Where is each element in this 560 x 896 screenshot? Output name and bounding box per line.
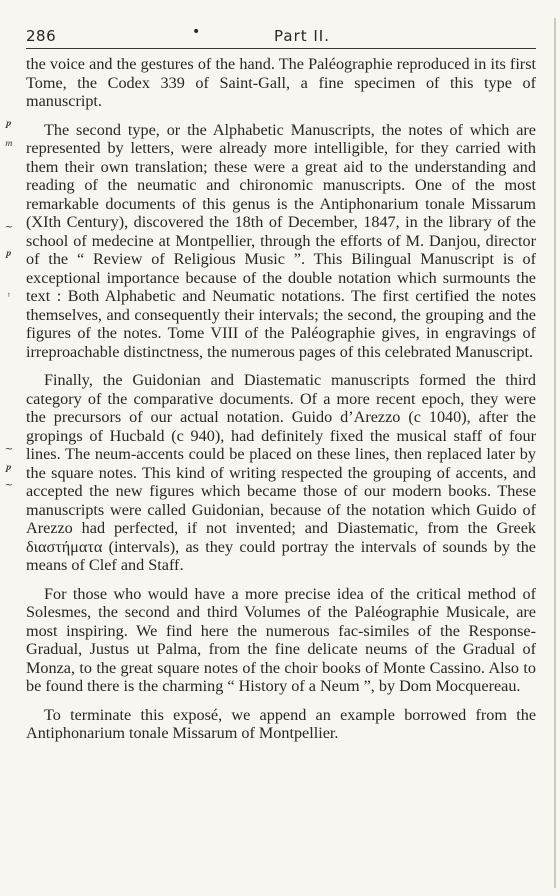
page-body: [26, 55, 536, 743]
paragraph: To terminate this exposé, we append an example borrowed from the Antiphonarium tonale Missarum of Montpellier.: [26, 705, 536, 742]
page-number: 286: [26, 27, 57, 45]
part-title: Part II.: [274, 27, 330, 45]
margin-mark: 𝆏: [6, 118, 12, 129]
page-edge: [554, 18, 556, 888]
margin-mark: 𝆐: [5, 138, 13, 149]
header-bullet: •: [192, 24, 201, 40]
margin-mark: ~: [4, 480, 14, 491]
margin-mark: ~: [4, 222, 14, 233]
margin-mark: ~: [4, 444, 14, 455]
paragraph: The second type, or the Alphabetic Manuscripts, the notes of which are represented by letters, were already more intelligible, for they carried with them their own translation; these were a great aid to the understanding and reading of the neumatic and chironomic manuscripts. One of the most remarkable documents of this genus is the Antiphonarium tonale Missarum (XIth Century), discovered the 18th of December, 1847, in the library of the school of medecine at Montpellier, through the efforts of M. Danjou, director of the “ Review of Religious Music ”. This Bilingual Manuscript is of exceptional importance because of the double notation which surmounts the text : Both Alphabetic and Neumatic notations. The first certified the notes themselves, and consequently their intervals; the second, the grouping and the figures of the notes. Tome VIII of the Paléographie gives, in engravings of irreproachable distinctness, the numerous pages of this celebrated Manuscript.: [26, 120, 536, 361]
paragraph: For those who would have a more precise idea of the critical method of Solesmes, the second and third Volumes of the Paléographie Musicale, are most inspiring. We find here the numerous fac-similes of the Response-Gradual, Justus ut Palma, from the fine delicate neums of the Gradual of Monza, to the great square notes of the choir books of Monte Cassino. Also to be found there is the charming “ History of a Neum ”, by Dom Mocquereau.: [26, 584, 536, 695]
margin-mark: 𝆏: [6, 462, 12, 473]
margin-mark: ꜛ: [7, 292, 11, 303]
margin-mark: 𝆏: [6, 248, 12, 259]
paragraph: the voice and the gestures of the hand. The Paléographie reproduced in its first Tome, the Codex 339 of Saint-Gall, a fine specimen of this type of manuscript.: [26, 55, 536, 110]
paragraph: Finally, the Guidonian and Diastematic manuscripts formed the third category of the comparative documents. Of a more recent epoch, they were the precursors of our actual notation. Guido d’Arezzo (c 1040), after the gropings of Hucbald (c 940), had definitely fixed the musical staff of four lines. The neum-accents could be placed on these lines, then replaced later by the square notes. This kind of writing respected the grouping of accents, and accepted the new figures which became those of our modern books. These manuscripts were called Guidonian, because of the notation which Guido of Arezzo had perfected, if not invented; and Diastematic, from the Greek διαστήματα (intervals), as they could portray the intervals of sounds by the means of Clef and Staff.: [26, 371, 536, 574]
running-header: [26, 24, 536, 49]
